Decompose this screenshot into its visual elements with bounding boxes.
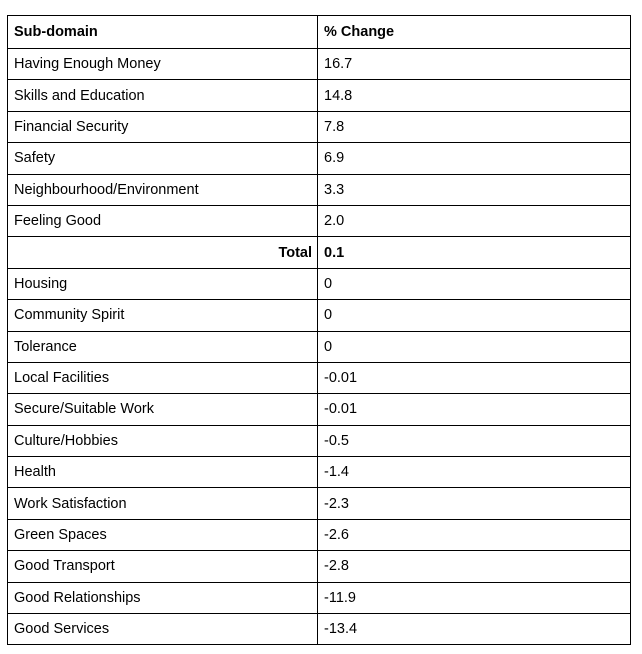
- table-row: [8, 425, 631, 456]
- table-row: [8, 143, 631, 174]
- table-row: [8, 268, 631, 299]
- sub-domain-cell: Financial Security: [8, 111, 318, 142]
- sub-domain-cell: Culture/Hobbies: [8, 425, 318, 456]
- sub-domain-cell: Good Transport: [8, 551, 318, 582]
- table-row: [8, 582, 631, 613]
- total-row: [8, 237, 631, 268]
- percent-change-cell: 0: [318, 268, 631, 299]
- table-row: [8, 49, 631, 80]
- table-row: [8, 457, 631, 488]
- sub-domain-cell: Good Services: [8, 614, 318, 645]
- table-row: [8, 205, 631, 236]
- table-row: [8, 519, 631, 550]
- sub-domain-cell: Good Relationships: [8, 582, 318, 613]
- table-row: [8, 80, 631, 111]
- percent-change-cell: -0.01: [318, 394, 631, 425]
- percent-change-cell: -1.4: [318, 457, 631, 488]
- table-header-row: [8, 16, 631, 49]
- header-percent-change: % Change: [318, 16, 631, 49]
- table-body: [8, 49, 631, 645]
- table-row: [8, 111, 631, 142]
- sub-domain-cell: Housing: [8, 268, 318, 299]
- sub-domain-cell: Community Spirit: [8, 300, 318, 331]
- percent-change-cell: -2.8: [318, 551, 631, 582]
- table-row: [8, 488, 631, 519]
- percent-change-cell: -0.01: [318, 362, 631, 393]
- header-sub-domain: Sub-domain: [8, 16, 318, 49]
- percent-change-cell: -13.4: [318, 614, 631, 645]
- sub-domain-change-table: [7, 15, 631, 645]
- percent-change-cell: -11.9: [318, 582, 631, 613]
- sub-domain-cell: Having Enough Money: [8, 49, 318, 80]
- table-row: [8, 551, 631, 582]
- sub-domain-cell: Secure/Suitable Work: [8, 394, 318, 425]
- percent-change-cell: -2.3: [318, 488, 631, 519]
- table-row: [8, 300, 631, 331]
- sub-domain-cell: Green Spaces: [8, 519, 318, 550]
- percent-change-cell: 16.7: [318, 49, 631, 80]
- sub-domain-cell: Total: [8, 237, 318, 268]
- percent-change-cell: 0: [318, 331, 631, 362]
- table-row: [8, 331, 631, 362]
- percent-change-cell: 6.9: [318, 143, 631, 174]
- sub-domain-cell: Work Satisfaction: [8, 488, 318, 519]
- percent-change-cell: -2.6: [318, 519, 631, 550]
- sub-domain-cell: Local Facilities: [8, 362, 318, 393]
- table-row: [8, 394, 631, 425]
- sub-domain-cell: Tolerance: [8, 331, 318, 362]
- table-row: [8, 362, 631, 393]
- percent-change-cell: 2.0: [318, 205, 631, 236]
- sub-domain-cell: Health: [8, 457, 318, 488]
- sub-domain-cell: Feeling Good: [8, 205, 318, 236]
- percent-change-cell: 14.8: [318, 80, 631, 111]
- sub-domain-cell: Skills and Education: [8, 80, 318, 111]
- percent-change-cell: 3.3: [318, 174, 631, 205]
- percent-change-cell: 7.8: [318, 111, 631, 142]
- sub-domain-cell: Safety: [8, 143, 318, 174]
- table-row: [8, 614, 631, 645]
- sub-domain-cell: Neighbourhood/Environment: [8, 174, 318, 205]
- percent-change-cell: 0: [318, 300, 631, 331]
- percent-change-cell: 0.1: [318, 237, 631, 268]
- table-row: [8, 174, 631, 205]
- percent-change-cell: -0.5: [318, 425, 631, 456]
